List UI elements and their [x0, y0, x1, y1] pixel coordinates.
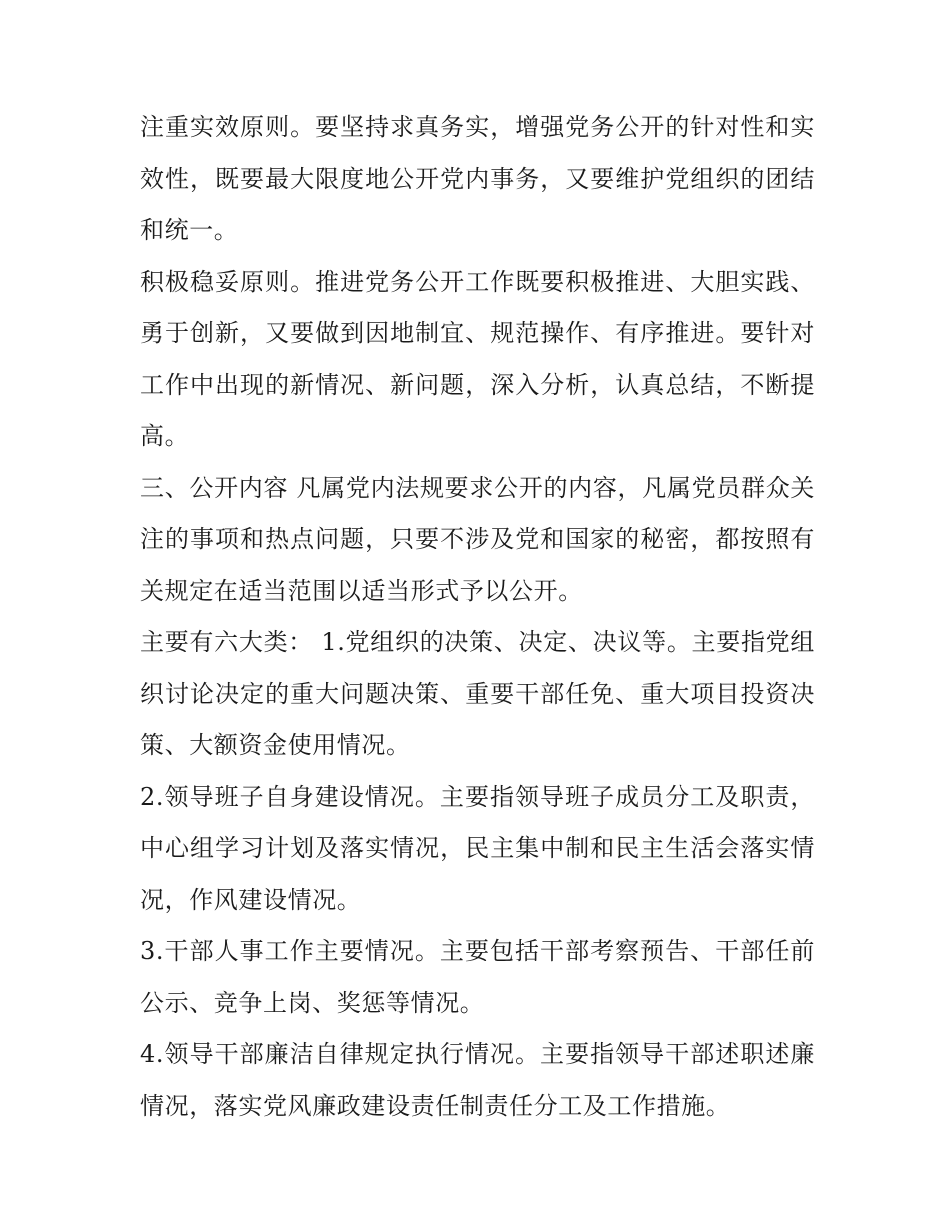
paragraph-category-2: 2.领导班子自身建设情况。主要指领导班子成员分工及职责，中心组学习计划及落实情况，民主集中制和民主生活会落实情况，作风建设情况。	[140, 782, 815, 914]
document-body	[140, 102, 815, 1132]
paragraph-principle-steady: 积极稳妥原则。推进党务公开工作既要积极推进、大胆实践、勇于创新，又要做到因地制宜、规范操作、有序推进。要针对工作中出现的新情况、新问题，深入分析，认真总结，不断提高。	[140, 267, 815, 450]
paragraph-category-3: 3.干部人事工作主要情况。主要包括干部考察预告、干部任前公示、竞争上岗、奖惩等情况。	[140, 937, 815, 1017]
paragraph-principle-effectiveness: 注重实效原则。要坚持求真务实，增强党务公开的针对性和实效性，既要最大限度地公开党内事务，又要维护党组织的团结和统一。	[140, 113, 815, 244]
paragraph-category-4: 4.领导干部廉洁自律规定执行情况。主要指领导干部述职述廉情况，落实党风廉政建设责任制责任分工及工作措施。	[140, 1040, 815, 1120]
paragraph-section-three-content: 三、公开内容 凡属党内法规要求公开的内容，凡属党员群众关注的事项和热点问题，只要不涉及党和国家的秘密，都按照有关规定在适当范围以适当形式予以公开。	[140, 473, 815, 605]
paragraph-category-1: 主要有六大类： 1.党组织的决策、决定、决议等。主要指党组织讨论决定的重大问题决策、重要干部任免、重大项目投资决策、大额资金使用情况。	[140, 628, 815, 759]
